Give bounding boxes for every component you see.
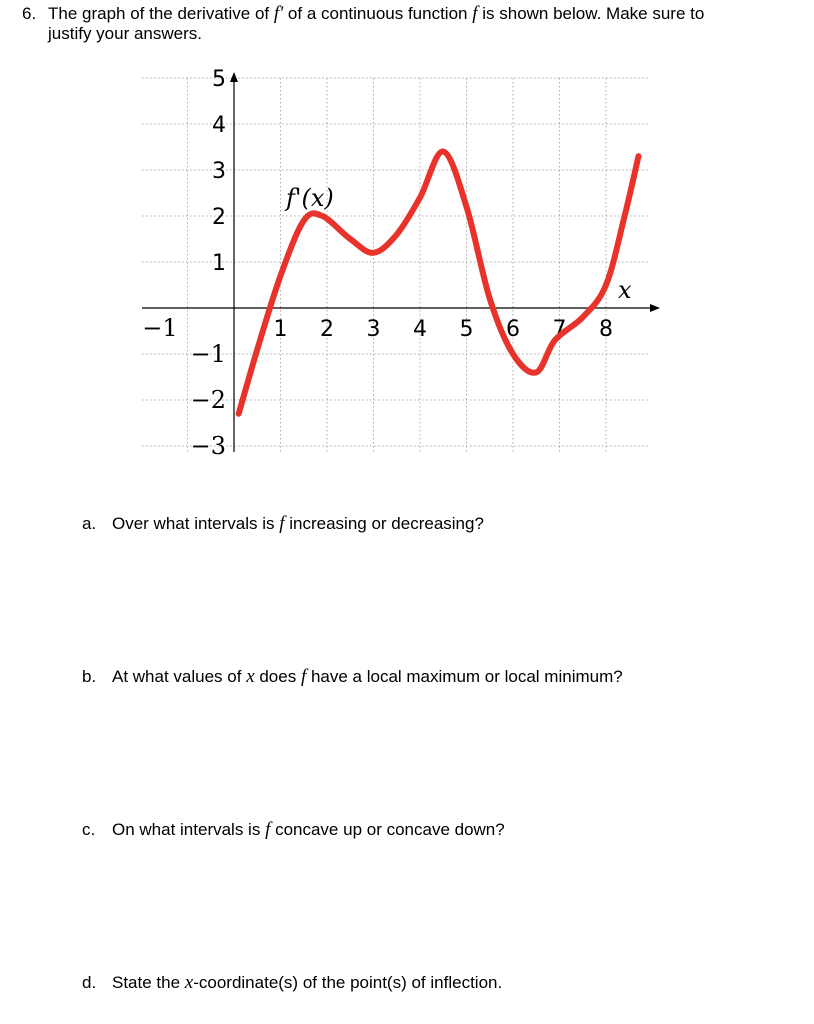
part-d: [82, 972, 502, 994]
x-tick-label: 5: [459, 317, 474, 342]
part-a: [82, 513, 484, 535]
x-tick-label: 2: [320, 317, 334, 342]
x-tick-label: −1: [142, 314, 178, 342]
x-tick-label: 6: [506, 317, 520, 342]
x-tick-label: 4: [413, 317, 427, 342]
question-number: 6.: [22, 4, 37, 23]
part-b-text-1: At what values of: [112, 667, 247, 686]
part-b-label: b.: [82, 667, 97, 686]
f-symbol: f: [472, 3, 478, 24]
x-axis-label: x: [618, 276, 632, 304]
part-c-text-1: On what intervals is: [112, 820, 266, 839]
part-c-label: c.: [82, 820, 96, 839]
part-d-text-2: -coordinate(s) of the point(s) of inflection.: [193, 973, 503, 992]
question-text-part-3: is shown below. Make sure to: [477, 4, 705, 23]
part-a-f: f: [279, 513, 285, 534]
part-d-x: x: [184, 972, 194, 993]
x-tick-label: 3: [366, 317, 381, 342]
curve-label: f'(x): [286, 184, 334, 212]
question-text-part-1: The graph of the derivative of: [48, 4, 274, 23]
part-c: [82, 819, 505, 841]
y-tick-label: −2: [190, 386, 226, 414]
y-tick-label: −3: [190, 432, 226, 460]
x-tick-label: 7: [552, 317, 567, 342]
part-a-text-1: Over what intervals is: [112, 514, 280, 533]
question-text-part-2: of a continuous function: [283, 4, 473, 23]
tick-labels: [142, 67, 613, 460]
y-tick-label: 5: [212, 67, 226, 92]
x-tick-label: 1: [273, 317, 288, 342]
part-c-f: f: [265, 819, 271, 840]
part-b-f: f: [300, 666, 307, 687]
derivative-graph: [0, 0, 814, 500]
part-b-x: x: [246, 666, 255, 687]
part-b-text-2: does: [254, 667, 301, 686]
f-prime-symbol: f': [273, 3, 284, 24]
y-axis-arrow: [230, 72, 238, 82]
y-tick-label: 2: [212, 205, 226, 230]
part-a-label: a.: [82, 514, 97, 533]
part-b: [82, 666, 623, 688]
y-tick-label: −1: [190, 340, 226, 368]
x-axis-arrow: [650, 304, 660, 312]
part-b-text-3: have a local maximum or local minimum?: [306, 667, 623, 686]
part-a-text-2: increasing or decreasing?: [284, 514, 484, 533]
part-d-text-1: State the: [112, 973, 185, 992]
y-tick-label: 3: [212, 159, 226, 184]
part-c-text-2: concave up or concave down?: [270, 820, 505, 839]
y-tick-label: 1: [212, 251, 226, 276]
y-tick-label: 4: [212, 113, 226, 138]
part-d-label: d.: [82, 973, 97, 992]
question-text-line-2: justify your answers.: [48, 24, 202, 43]
x-tick-label: 8: [599, 317, 613, 342]
